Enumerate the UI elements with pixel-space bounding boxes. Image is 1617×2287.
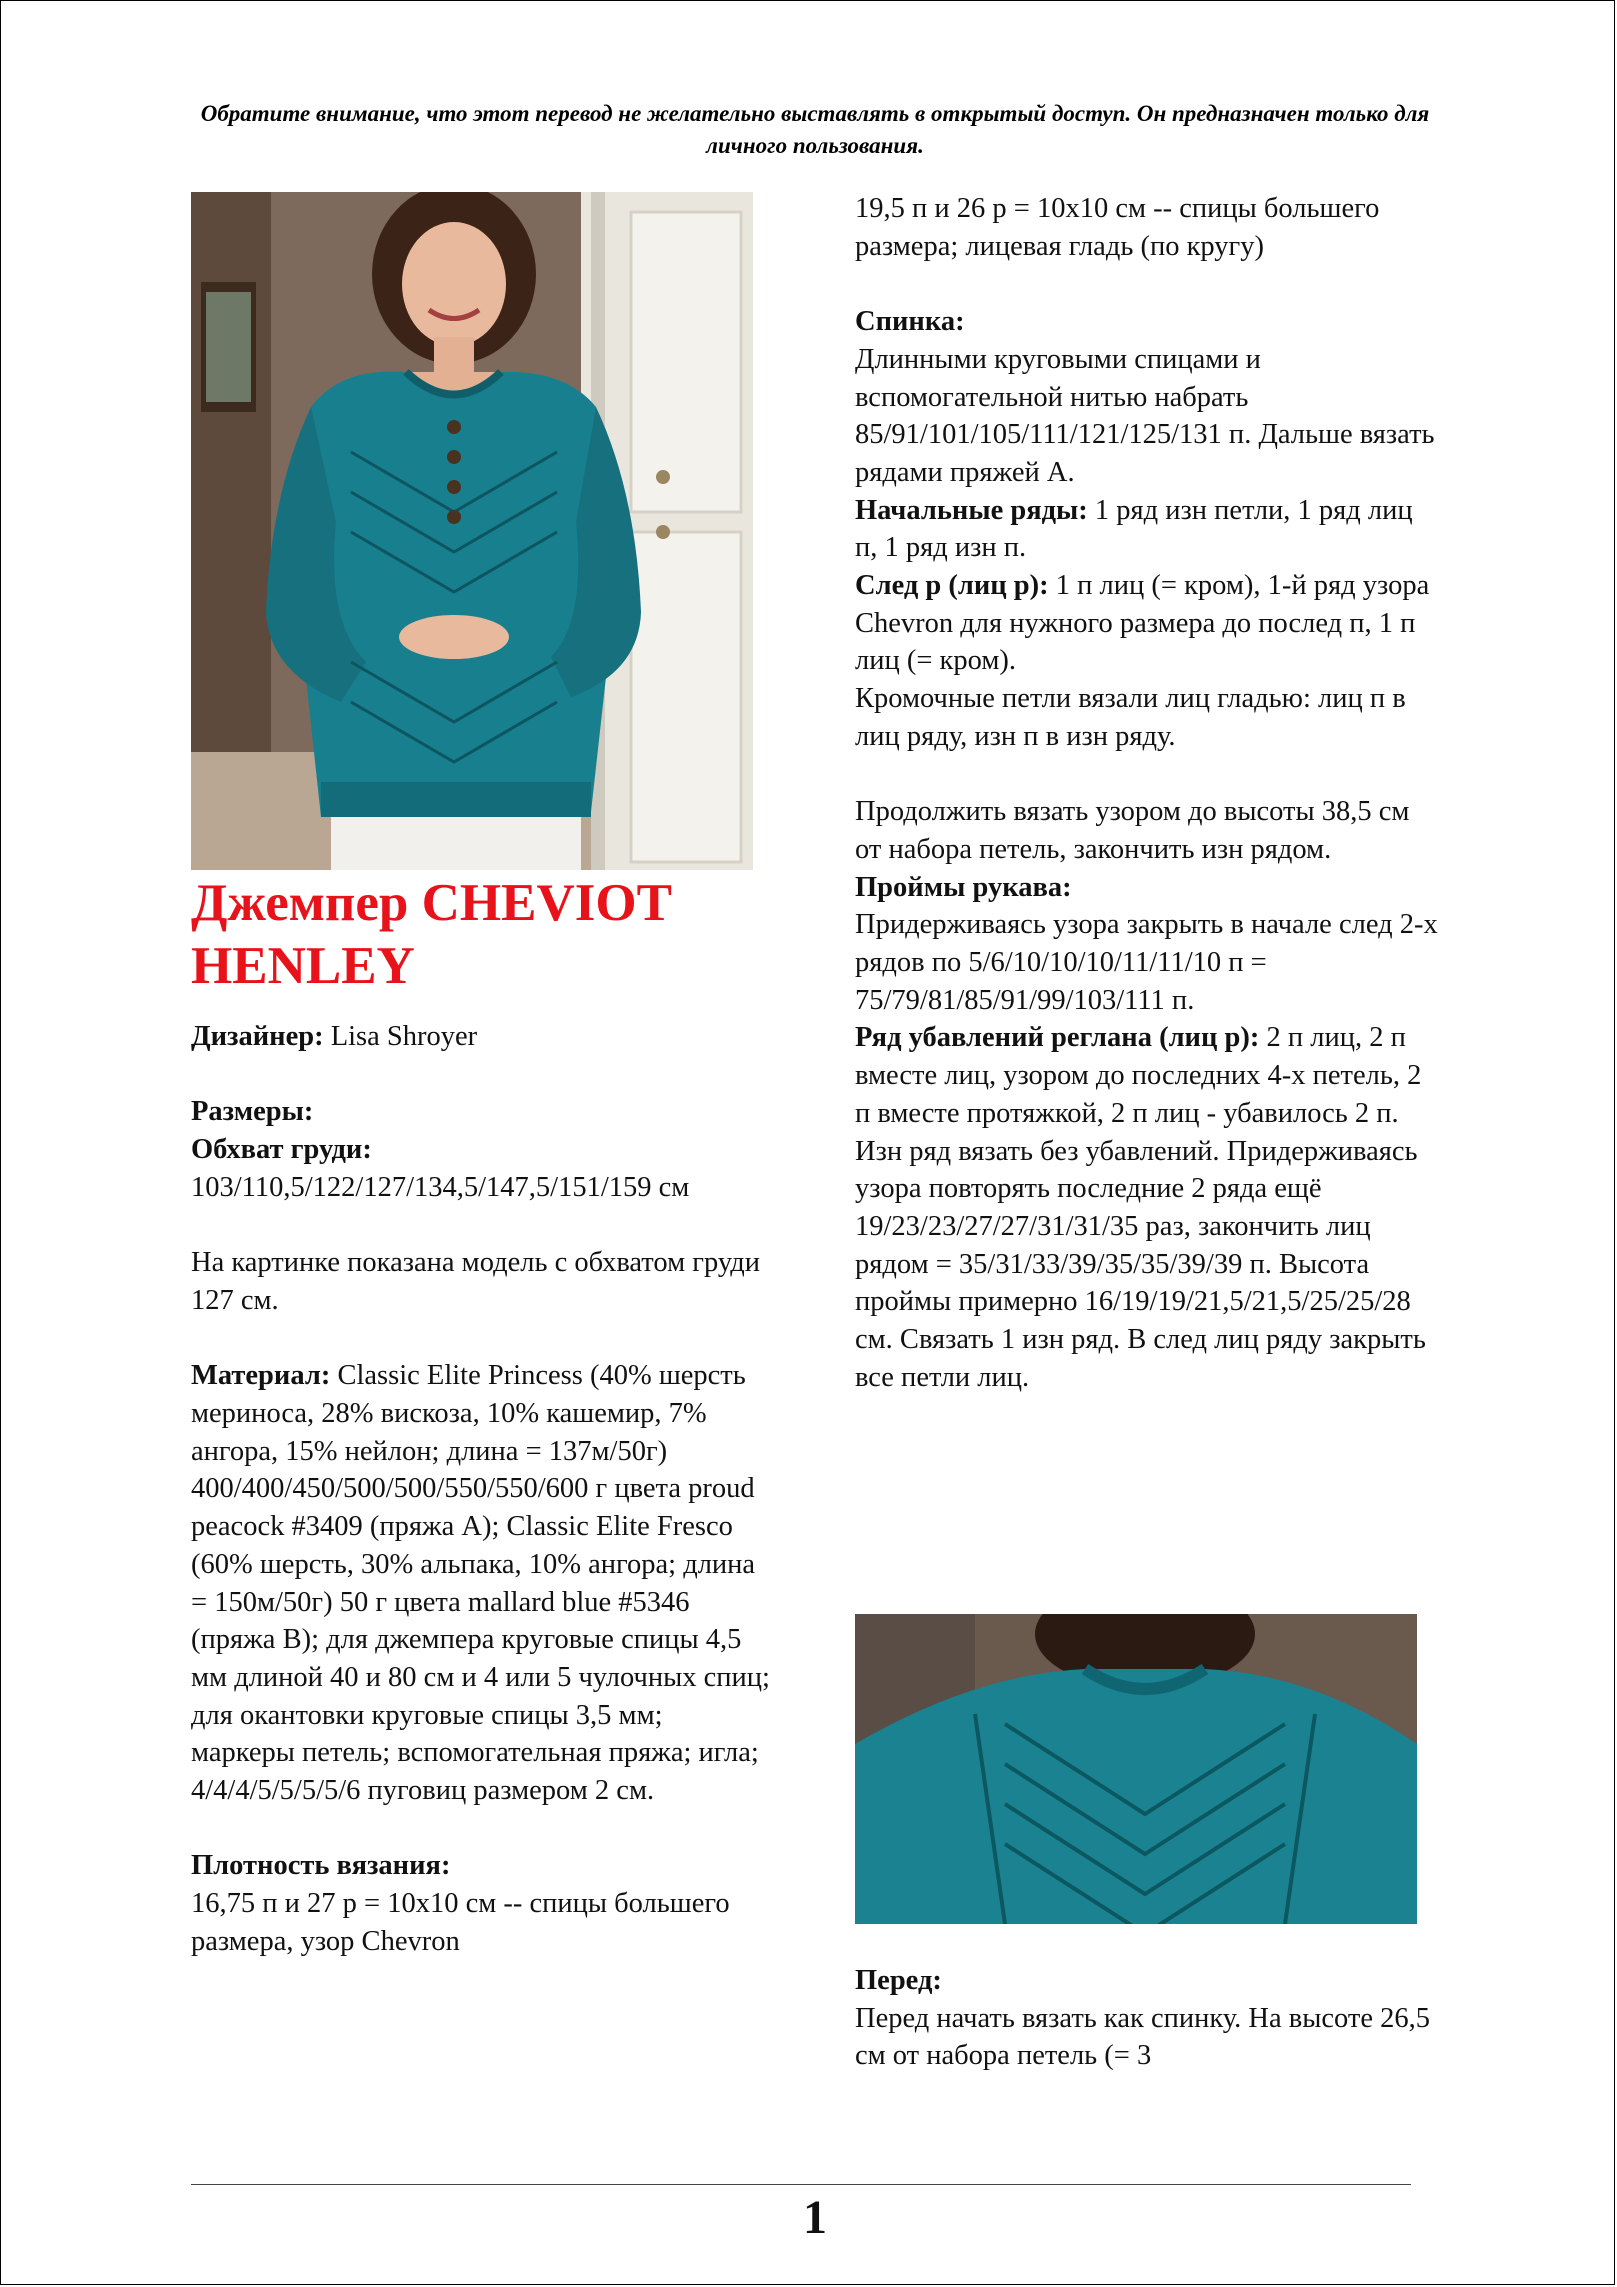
back-continue: Продолжить вязать узором до высоты 38,5 см от набора петель, закончить изн рядом. (855, 796, 1410, 865)
designer-label: Дизайнер: (191, 1021, 324, 1052)
chest-label: Обхват груди: (191, 1134, 372, 1166)
front-heading: Перед: (855, 1965, 942, 1996)
edge-stitches: Кромочные петли вязали лиц гладью: лиц п в лиц ряду, изн п в изн ряду. (855, 683, 1406, 752)
material-paragraph (191, 1357, 771, 1809)
material-text: Classic Elite Princess (40% шерсть мериноса, 28% вискоза, 10% кашемир, 7% ангора, 15% нейлон; длина = 137м/50г) 400/400/450/500/500/550/550/600 г цвета proud peacock #3409 (пряжа А); Classic Elite Fresco (60% шерсть, 30% альпака, 10% ангора; длина = 150м/50г) 50 г цвета mallard blue #5346 (пряжа В); для джемпера круговые спицы 4,5 мм длиной 40 и 80 см и 4 или 5 чулочных спиц; для окантовки круговые спицы 3,5 мм; маркеры петель; вспомогательная пряжа; игла; 4/4/4/5/5/5/5/6 пуговиц размером 2 см. (191, 1360, 770, 1807)
initial-rows (855, 492, 1440, 567)
next-row-text: 1 п лиц (= кром), 1-й ряд узора Chevron для нужного размера до послед п, 1 п лиц (= кром). (855, 570, 1430, 677)
model-photo (191, 192, 753, 870)
model-photo-illustration (191, 192, 753, 870)
designer-value: Lisa Shroyer (323, 1021, 478, 1052)
chest-values: 103/110,5/122/127/134,5/147,5/151/159 см (191, 1171, 690, 1203)
material-label: Материал: (191, 1360, 331, 1392)
front-text: Перед начать вязать как спинку. На высоте 26,5 см от набора петель (= 3 (855, 2002, 1431, 2072)
next-row-label: След р (лиц р): (855, 570, 1049, 602)
raglan-label: Ряд убавлений реглана (лиц р): (855, 1022, 1260, 1054)
designer-line (191, 1018, 771, 1056)
gauge-heading: Плотность вязания: (191, 1850, 451, 1882)
initial-rows-label: Начальные ряды: (855, 494, 1088, 526)
sizes-heading: Размеры: (191, 1096, 314, 1128)
back-heading: Спинка: (855, 306, 965, 338)
back-cast-on: Длинными круговыми спицами и вспомогательной нитью набрать 85/91/101/105/111/121/125/131 п. Дальше вязать рядами пряжей А. (855, 343, 1435, 488)
pattern-title: Джемпер CHEVIOT HENLEY (191, 874, 671, 995)
armholes-heading: Проймы рукава: (855, 871, 1072, 903)
shown-size-note: На картинке показана модель с обхватом груди 127 см. (191, 1247, 761, 1316)
armholes-rest: Изн ряд вязать без убавлений. Придерживаясь узора повторять последние 2 ряда ещё 19/23/23/27/27/31/31/35 раз, закончить лиц рядом = 35/31/33/39/35/35/39/39 п. Высота проймы примерно 16/19/19/21,5/21,5/25/25/28 см. Связать 1 изн ряд. В след лиц ряду закрыть все петли лиц. (855, 1135, 1426, 1393)
right-column (855, 190, 1440, 1396)
armholes-text: Придерживаясь узора закрыть в начале след 2-х рядов по 5/6/10/10/10/11/11/10 п = 75/79/81/85/91/99/103/111 п. (855, 909, 1438, 1016)
initial-rows-text: 1 ряд изн петли, 1 ряд лиц п, 1 ряд изн п. (855, 494, 1413, 564)
raglan-text: 2 п лиц, 2 п вместе лиц, узором до последних 4-х петель, 2 п вместе протяжкой, 2 п лиц - убавилось 2 п. (855, 1022, 1422, 1129)
back-detail-illustration (855, 1614, 1417, 1924)
footer-rule (191, 2184, 1411, 2185)
raglan-row (855, 1019, 1440, 1132)
gauge-line-1: 16,75 п и 27 р = 10х10 см -- спицы большего размера, узор Chevron (191, 1888, 730, 1957)
left-column (191, 1018, 771, 1961)
front-section (855, 1962, 1440, 2075)
next-row (855, 567, 1440, 680)
back-detail-photo (855, 1614, 1417, 1924)
copyright-notice: Обратите внимание, что этот перевод не желательно выставлять в открытый доступ. Он предназначен только для личного пользования. (200, 101, 1430, 158)
gauge-line-2: 19,5 п и 26 р = 10х10 см -- спицы большего размера; лицевая гладь (по кругу) (855, 193, 1380, 262)
page-number: 1 (803, 2191, 827, 2244)
